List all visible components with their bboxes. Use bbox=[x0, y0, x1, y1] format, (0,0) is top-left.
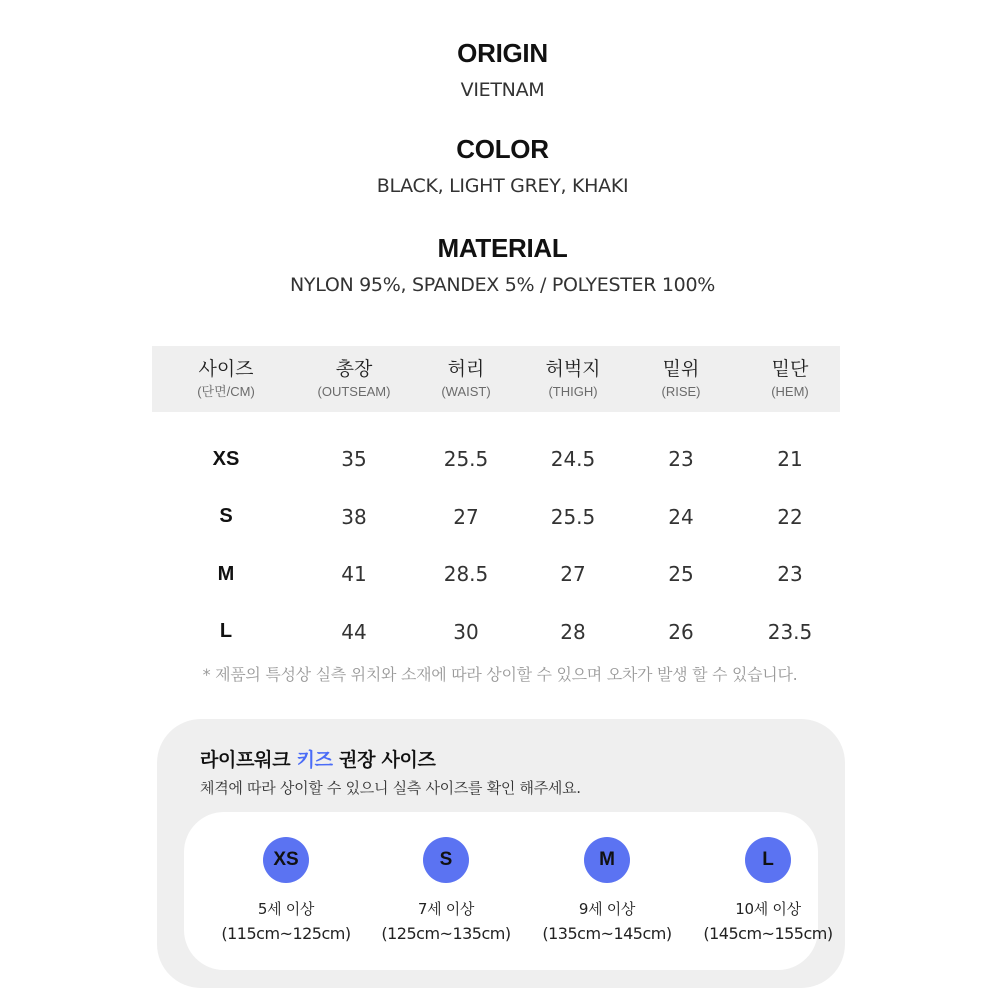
table-cell: 21 bbox=[777, 447, 803, 471]
table-cell: 23 bbox=[668, 447, 694, 471]
size-table bbox=[152, 346, 840, 661]
table-row bbox=[152, 603, 840, 661]
kids-subtitle: 체격에 따라 상이할 수 있으니 실측 사이즈를 확인 해주세요. bbox=[200, 779, 581, 797]
table-cell: 22 bbox=[777, 504, 803, 529]
color-section bbox=[0, 134, 1005, 197]
size-badge: S bbox=[423, 837, 469, 883]
kid-size-item bbox=[688, 812, 848, 943]
size-badge: M bbox=[584, 837, 630, 883]
color-value: BLACK, LIGHT GREY, KHAKI bbox=[376, 175, 629, 197]
kids-title-highlight: 키즈 bbox=[296, 749, 333, 771]
header-hem: 밑단 (HEM) bbox=[740, 346, 840, 412]
color-heading: COLOR bbox=[456, 134, 549, 164]
table-cell: 44 bbox=[341, 619, 367, 644]
origin-value: VIETNAM bbox=[460, 79, 545, 101]
table-cell: 35 bbox=[341, 447, 367, 471]
size-label: M bbox=[217, 562, 235, 585]
kid-size-item bbox=[206, 812, 366, 943]
measurement-note: * 제품의 특성상 실측 위치와 소재에 따라 상이할 수 있으며 오차가 발생 할 수 있습니다. bbox=[202, 665, 798, 684]
material-section bbox=[0, 233, 1005, 296]
size-label: L bbox=[219, 620, 233, 643]
table-cell: 23.5 bbox=[767, 619, 813, 644]
table-row bbox=[152, 412, 840, 488]
header-rise: 밑위 (RISE) bbox=[622, 346, 740, 412]
origin-heading: ORIGIN bbox=[457, 38, 548, 68]
table-cell: 23 bbox=[777, 562, 803, 587]
header-outseam: 총장 (OUTSEAM) bbox=[300, 346, 408, 412]
kid-size-item bbox=[366, 812, 526, 943]
table-cell: 27 bbox=[560, 562, 586, 587]
table-cell: 24 bbox=[668, 504, 694, 529]
table-cell: 24.5 bbox=[550, 447, 596, 471]
kids-size-panel bbox=[157, 719, 845, 988]
table-cell: 41 bbox=[341, 562, 367, 587]
table-cell: 25 bbox=[668, 562, 694, 587]
size-label: S bbox=[219, 505, 233, 528]
age-label: 10세 이상 bbox=[735, 900, 801, 918]
height-range: (115cm~125cm) bbox=[221, 924, 351, 943]
table-cell: 26 bbox=[668, 619, 694, 644]
height-range: (125cm~135cm) bbox=[381, 924, 511, 943]
material-value: NYLON 95%, SPANDEX 5% / POLYESTER 100% bbox=[290, 274, 715, 296]
header-thigh: 허벅지 (THIGH) bbox=[524, 346, 622, 412]
table-cell: 25.5 bbox=[550, 504, 596, 529]
table-cell: 28.5 bbox=[443, 562, 489, 587]
age-label: 5세 이상 bbox=[257, 900, 315, 918]
origin-section bbox=[0, 38, 1005, 101]
table-cell: 38 bbox=[341, 504, 367, 529]
table-cell: 25.5 bbox=[443, 447, 489, 471]
table-cell: 27 bbox=[453, 504, 479, 529]
size-table-header bbox=[152, 346, 840, 412]
table-cell: 30 bbox=[453, 619, 479, 644]
header-waist: 허리 (WAIST) bbox=[408, 346, 524, 412]
size-badge: L bbox=[745, 837, 791, 883]
age-label: 9세 이상 bbox=[578, 900, 636, 918]
kids-title: 라이프워크 키즈 권장 사이즈 bbox=[200, 749, 436, 771]
size-label: XS bbox=[212, 447, 240, 470]
table-cell: 28 bbox=[560, 619, 586, 644]
height-range: (135cm~145cm) bbox=[542, 924, 672, 943]
height-range: (145cm~155cm) bbox=[703, 924, 833, 943]
kids-size-card bbox=[184, 812, 833, 970]
table-row bbox=[152, 546, 840, 604]
material-heading: MATERIAL bbox=[437, 233, 568, 263]
table-row bbox=[152, 488, 840, 546]
header-size: 사이즈 (단면/CM) bbox=[152, 346, 300, 412]
kid-size-item bbox=[527, 812, 687, 943]
age-label: 7세 이상 bbox=[417, 900, 475, 918]
size-badge: XS bbox=[263, 837, 309, 883]
